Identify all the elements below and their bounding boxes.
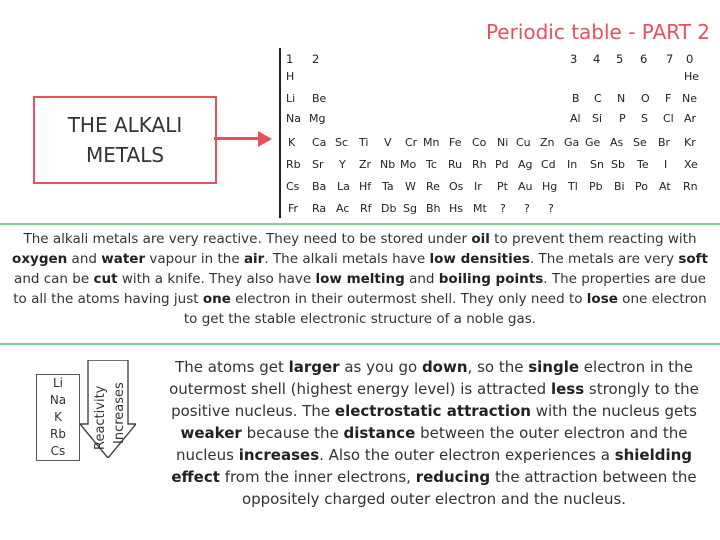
text-run: the attraction between the oppositely charged outer electron and the nucleus. [241, 468, 697, 508]
text-run: and [404, 271, 439, 287]
element-symbol: Ga [564, 136, 580, 149]
group-number: 0 [686, 52, 694, 66]
element-symbol: In [567, 158, 578, 171]
bold-run: low densities [429, 251, 530, 267]
element-symbol: H [286, 70, 295, 83]
element-symbol: Bi [614, 180, 625, 193]
section-divider-top [0, 223, 720, 225]
bold-run: less [550, 380, 585, 398]
bold-run: water [101, 251, 146, 267]
text-run: electron in their outermost shell. They only need to [230, 291, 587, 307]
bold-run: weaker [180, 424, 242, 442]
element-symbol: F [665, 92, 672, 105]
element-symbol: Ni [497, 136, 509, 149]
element-symbol: Te [637, 158, 649, 171]
element-symbol: Tc [426, 158, 437, 171]
bold-run: distance [343, 424, 416, 442]
element-symbol: N [617, 92, 626, 105]
text-run: electron in the outermost shell (highest energy level) is attracted [169, 358, 693, 398]
bold-run: low melting [315, 271, 405, 287]
section-divider-bottom [0, 343, 720, 345]
text-run: The alkali metals are very reactive. They need to be stored under [23, 231, 472, 247]
mini-table-cell: K [54, 410, 62, 424]
element-symbol: Sn [590, 158, 604, 171]
text-run: . The metals are very [529, 251, 679, 267]
element-symbol: Rf [360, 202, 372, 215]
element-symbol: Si [592, 112, 603, 125]
text-run: one electron to get the stable electronic structure of a noble gas. [183, 291, 707, 327]
element-symbol: Re [426, 180, 440, 193]
element-symbol: P [619, 112, 626, 125]
bold-run: one [202, 291, 231, 307]
element-symbol: Y [339, 158, 346, 171]
pointer-arrow-head [258, 131, 272, 147]
element-symbol: Br [658, 136, 671, 149]
text-run: and can be [14, 271, 94, 287]
element-symbol: Nb [380, 158, 396, 171]
bold-run: electrostatic attraction [334, 402, 531, 420]
element-symbol: Os [449, 180, 464, 193]
element-symbol: Mo [400, 158, 417, 171]
reactivity-label: Reactivity [93, 385, 108, 450]
bold-run: cut [93, 271, 118, 287]
element-symbol: ? [548, 202, 554, 215]
element-symbol: Hg [542, 180, 558, 193]
bold-run: air [243, 251, 265, 267]
element-symbol: Se [633, 136, 647, 149]
text-run: . The properties are due to all the atoms having just [13, 271, 706, 307]
element-symbol: Ru [448, 158, 463, 171]
element-symbol: Sc [335, 136, 349, 149]
element-symbol: Mn [423, 136, 440, 149]
element-symbol: La [337, 180, 350, 193]
bold-run: larger [288, 358, 340, 376]
group-number: 1 [286, 52, 294, 66]
element-symbol: Pt [497, 180, 508, 193]
bold-run: oil [471, 231, 490, 247]
text-run: . Also the outer electron experiences a [319, 446, 615, 464]
element-symbol: Rb [286, 158, 301, 171]
element-symbol: Ti [359, 136, 369, 149]
group-number: 5 [616, 52, 624, 66]
group-number: 4 [593, 52, 601, 66]
bold-run: soft [678, 251, 708, 267]
bold-run: down [421, 358, 468, 376]
element-symbol: C [594, 92, 602, 105]
element-symbol: Na [286, 112, 301, 125]
bold-run: boiling points [438, 271, 544, 287]
element-symbol: Cr [405, 136, 418, 149]
element-symbol: Co [472, 136, 487, 149]
alkali-properties-paragraph [12, 229, 708, 329]
element-symbol: W [405, 180, 416, 193]
element-symbol: He [684, 70, 700, 83]
element-symbol: As [610, 136, 624, 149]
text-run: from the inner electrons, [219, 468, 416, 486]
element-symbol: Ca [312, 136, 327, 149]
text-run: because the [241, 424, 344, 442]
increases-label: Increases [112, 382, 127, 444]
element-symbol: Sg [403, 202, 417, 215]
element-symbol: Ta [382, 180, 394, 193]
element-symbol: Po [635, 180, 648, 193]
element-symbol: Ra [312, 202, 327, 215]
element-symbol: Rh [472, 158, 487, 171]
element-symbol: Pb [589, 180, 603, 193]
element-symbol: Cu [516, 136, 531, 149]
text-run: The atoms get [175, 358, 289, 376]
element-symbol: Rn [683, 180, 698, 193]
element-symbol: Ne [682, 92, 697, 105]
group-number: 2 [312, 52, 320, 66]
element-symbol: Zr [359, 158, 372, 171]
element-symbol: Ag [518, 158, 533, 171]
element-symbol: Ge [585, 136, 601, 149]
element-symbol: Mt [473, 202, 487, 215]
element-symbol: Ar [684, 112, 697, 125]
element-symbol: Cs [286, 180, 300, 193]
element-symbol: Sb [611, 158, 625, 171]
element-symbol: S [641, 112, 648, 125]
element-symbol: Tl [568, 180, 578, 193]
element-symbol: Cl [663, 112, 674, 125]
element-symbol: Be [312, 92, 327, 105]
element-symbol: Xe [684, 158, 698, 171]
element-symbol: Ac [336, 202, 350, 215]
mini-table-cell: Rb [50, 427, 66, 441]
element-symbol: I [664, 158, 668, 171]
element-symbol: Cd [541, 158, 556, 171]
reactivity-explanation-paragraph [160, 356, 708, 510]
text-run: strongly to the positive nucleus. The [171, 380, 699, 420]
page-title: Periodic table - PART 2 [485, 20, 710, 44]
element-symbol: ? [500, 202, 506, 215]
element-symbol: At [659, 180, 671, 193]
bold-run: reducing [415, 468, 491, 486]
element-symbol: Db [381, 202, 397, 215]
down-arrow-icon [80, 360, 136, 458]
element-symbol: Al [570, 112, 581, 125]
bold-run: lose [586, 291, 618, 307]
element-symbol: Ba [312, 180, 327, 193]
mini-table-cell: Li [52, 376, 64, 390]
group-number: 3 [570, 52, 578, 66]
element-symbol: B [572, 92, 580, 105]
alkali-mini-table [36, 374, 80, 461]
element-symbol: Mg [309, 112, 326, 125]
text-run: to prevent them reacting with [489, 231, 697, 247]
alkali-metals-box [33, 96, 217, 184]
pointer-arrow-shaft [214, 137, 260, 140]
element-symbol: Li [286, 92, 296, 105]
element-symbol: V [384, 136, 392, 149]
text-run: between the outer electron and the nucleus [175, 424, 688, 464]
element-symbol: Fr [288, 202, 299, 215]
text-run: as you go [339, 358, 422, 376]
text-run: with the nucleus gets [530, 402, 697, 420]
mini-table-cell: Na [49, 393, 67, 407]
element-symbol: Kr [684, 136, 696, 149]
element-symbol: ? [524, 202, 530, 215]
element-symbol: Bh [426, 202, 441, 215]
element-symbol: Hs [449, 202, 464, 215]
text-run: . The alkali metals have [264, 251, 430, 267]
element-symbol: K [288, 136, 296, 149]
group-number: 6 [640, 52, 648, 66]
element-symbol: O [641, 92, 650, 105]
text-run: with a knife. They also have [117, 271, 316, 287]
element-symbol: Pd [495, 158, 509, 171]
text-run: vapour in the [145, 251, 244, 267]
alkali-box-line2: METALS [85, 143, 165, 167]
element-symbol: Ir [474, 180, 482, 193]
element-symbol: Zn [540, 136, 555, 149]
bold-run: oxygen [12, 251, 68, 267]
group-number: 7 [666, 52, 674, 66]
periodic-table [280, 48, 700, 220]
bold-run: increases [238, 446, 320, 464]
element-symbol: Fe [449, 136, 462, 149]
bold-run: single [528, 358, 580, 376]
text-run: , so the [467, 358, 529, 376]
element-symbol: Hf [359, 180, 372, 193]
bold-run: shielding effect [171, 446, 693, 486]
alkali-box-line1: THE ALKALI [67, 113, 183, 137]
mini-table-cell: Cs [50, 444, 66, 458]
element-symbol: Sr [312, 158, 324, 171]
text-run: and [67, 251, 102, 267]
element-symbol: Au [518, 180, 533, 193]
